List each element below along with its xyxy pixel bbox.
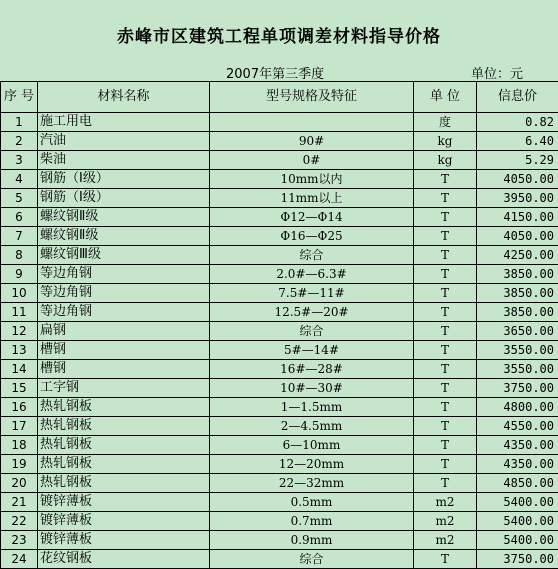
table-row [1, 227, 558, 246]
cell-spec: 综合 [210, 322, 414, 341]
cell-spec: 16#—28# [210, 360, 414, 379]
table-row [1, 322, 558, 341]
cell-spec: 7.5#—11# [210, 284, 414, 303]
table-row [1, 189, 558, 208]
cell-unit: m2 [414, 493, 477, 512]
cell-unit: T [414, 360, 477, 379]
col-header-no: 序 号 [1, 82, 38, 113]
cell-unit: T [414, 379, 477, 398]
col-header-spec: 型号规格及特征 [210, 82, 414, 113]
unit-label: 单位：元 [471, 63, 523, 82]
table-row [1, 379, 558, 398]
table-header-row [1, 82, 558, 113]
cell-price: 6.40 [477, 132, 558, 151]
cell-name: 镀锌薄板 [38, 531, 210, 550]
table-row [1, 436, 558, 455]
cell-spec: 12—20mm [210, 455, 414, 474]
cell-no: 14 [1, 360, 38, 379]
cell-spec: 10#—30# [210, 379, 414, 398]
table-row [1, 398, 558, 417]
cell-name: 施工用电 [38, 113, 210, 132]
table-row [1, 265, 558, 284]
cell-price: 4850.00 [477, 474, 558, 493]
cell-spec: 0# [210, 151, 414, 170]
cell-no: 15 [1, 379, 38, 398]
cell-name: 花纹钢板 [38, 550, 210, 569]
cell-unit: T [414, 246, 477, 265]
cell-price: 3550.00 [477, 341, 558, 360]
table-row [1, 303, 558, 322]
cell-no: 10 [1, 284, 38, 303]
cell-no: 1 [1, 113, 38, 132]
table-row [1, 493, 558, 512]
cell-price: 3750.00 [477, 379, 558, 398]
sub-header [0, 63, 558, 81]
cell-unit: T [414, 189, 477, 208]
cell-spec: 综合 [210, 246, 414, 265]
cell-price: 4550.00 [477, 417, 558, 436]
cell-spec: 1—1.5mm [210, 398, 414, 417]
cell-name: 螺纹钢Ⅲ级 [38, 246, 210, 265]
cell-spec: 5#—14# [210, 341, 414, 360]
table-row [1, 246, 558, 265]
cell-price: 4050.00 [477, 227, 558, 246]
cell-price: 3550.00 [477, 360, 558, 379]
table-row [1, 531, 558, 550]
cell-no: 18 [1, 436, 38, 455]
cell-no: 9 [1, 265, 38, 284]
cell-name: 螺纹钢Ⅱ级 [38, 227, 210, 246]
cell-no: 23 [1, 531, 38, 550]
cell-no: 16 [1, 398, 38, 417]
cell-price: 0.82 [477, 113, 558, 132]
cell-name: 镀锌薄板 [38, 512, 210, 531]
cell-spec: 10mm以内 [210, 170, 414, 189]
cell-name: 钢筋（Ⅰ级） [38, 170, 210, 189]
cell-price: 4250.00 [477, 246, 558, 265]
cell-unit: T [414, 284, 477, 303]
cell-price: 3850.00 [477, 265, 558, 284]
cell-no: 5 [1, 189, 38, 208]
cell-price: 5400.00 [477, 531, 558, 550]
cell-unit: kg [414, 132, 477, 151]
cell-no: 12 [1, 322, 38, 341]
table-row [1, 360, 558, 379]
cell-price: 5400.00 [477, 493, 558, 512]
cell-name: 汽油 [38, 132, 210, 151]
cell-unit: T [414, 265, 477, 284]
cell-price: 5.29 [477, 151, 558, 170]
table-row [1, 284, 558, 303]
cell-no: 8 [1, 246, 38, 265]
sheet-title: 赤峰市区建筑工程单项调差材料指导价格 [0, 22, 558, 47]
cell-name: 等边角钢 [38, 303, 210, 322]
cell-spec: 90# [210, 132, 414, 151]
cell-spec: 22—32mm [210, 474, 414, 493]
cell-spec: 2.0#—6.3# [210, 265, 414, 284]
cell-no: 21 [1, 493, 38, 512]
cell-name: 热轧钢板 [38, 474, 210, 493]
cell-name: 工字钢 [38, 379, 210, 398]
cell-unit: T [414, 303, 477, 322]
cell-no: 11 [1, 303, 38, 322]
cell-unit: T [414, 208, 477, 227]
cell-no: 19 [1, 455, 38, 474]
cell-no: 22 [1, 512, 38, 531]
cell-name: 热轧钢板 [38, 398, 210, 417]
cell-no: 2 [1, 132, 38, 151]
cell-price: 5400.00 [477, 512, 558, 531]
cell-no: 4 [1, 170, 38, 189]
cell-unit: T [414, 455, 477, 474]
cell-name: 槽钢 [38, 341, 210, 360]
cell-unit: T [414, 550, 477, 569]
cell-price: 3850.00 [477, 284, 558, 303]
cell-name: 螺纹钢Ⅱ级 [38, 208, 210, 227]
table-row [1, 132, 558, 151]
cell-name: 等边角钢 [38, 284, 210, 303]
col-header-price: 信息价 [477, 82, 558, 113]
cell-price: 4150.00 [477, 208, 558, 227]
cell-spec [210, 113, 414, 132]
cell-spec: 0.9mm [210, 531, 414, 550]
table-row [1, 550, 558, 569]
cell-unit: T [414, 436, 477, 455]
table-row [1, 341, 558, 360]
table-row [1, 474, 558, 493]
cell-name: 镀锌薄板 [38, 493, 210, 512]
cell-name: 热轧钢板 [38, 436, 210, 455]
cell-unit: m2 [414, 531, 477, 550]
cell-no: 6 [1, 208, 38, 227]
cell-price: 3850.00 [477, 303, 558, 322]
cell-unit: T [414, 417, 477, 436]
cell-spec: 2—4.5mm [210, 417, 414, 436]
cell-spec: 11mm以上 [210, 189, 414, 208]
cell-name: 扁钢 [38, 322, 210, 341]
table-row [1, 417, 558, 436]
cell-spec: 12.5#—20# [210, 303, 414, 322]
cell-spec: Φ12—Φ14 [210, 208, 414, 227]
cell-unit: m2 [414, 512, 477, 531]
cell-price: 4050.00 [477, 170, 558, 189]
cell-name: 柴油 [38, 151, 210, 170]
cell-unit: kg [414, 151, 477, 170]
cell-name: 槽钢 [38, 360, 210, 379]
cell-unit: T [414, 474, 477, 493]
cell-price: 3750.00 [477, 550, 558, 569]
price-table [0, 81, 558, 569]
cell-price: 4350.00 [477, 436, 558, 455]
cell-unit: T [414, 170, 477, 189]
cell-spec: 综合 [210, 550, 414, 569]
cell-name: 等边角钢 [38, 265, 210, 284]
table-row [1, 208, 558, 227]
cell-no: 7 [1, 227, 38, 246]
cell-no: 17 [1, 417, 38, 436]
cell-price: 3950.00 [477, 189, 558, 208]
table-row [1, 455, 558, 474]
table-row [1, 512, 558, 531]
table-row [1, 170, 558, 189]
col-header-name: 材料名称 [38, 82, 210, 113]
cell-unit: T [414, 398, 477, 417]
cell-unit: T [414, 341, 477, 360]
cell-no: 3 [1, 151, 38, 170]
col-header-unit: 单 位 [414, 82, 477, 113]
cell-no: 20 [1, 474, 38, 493]
table-row [1, 151, 558, 170]
cell-unit: 度 [414, 113, 477, 132]
cell-name: 钢筋（Ⅰ级） [38, 189, 210, 208]
cell-name: 热轧钢板 [38, 455, 210, 474]
cell-no: 13 [1, 341, 38, 360]
cell-spec: 0.5mm [210, 493, 414, 512]
cell-unit: T [414, 227, 477, 246]
table-row [1, 113, 558, 132]
cell-spec: 6—10mm [210, 436, 414, 455]
cell-unit: T [414, 322, 477, 341]
quarter-label: 2007年第三季度 [226, 63, 324, 82]
cell-spec: 0.7mm [210, 512, 414, 531]
cell-price: 4350.00 [477, 455, 558, 474]
cell-price: 3650.00 [477, 322, 558, 341]
cell-price: 4800.00 [477, 398, 558, 417]
cell-name: 热轧钢板 [38, 417, 210, 436]
cell-spec: Φ16—Φ25 [210, 227, 414, 246]
cell-no: 24 [1, 550, 38, 569]
